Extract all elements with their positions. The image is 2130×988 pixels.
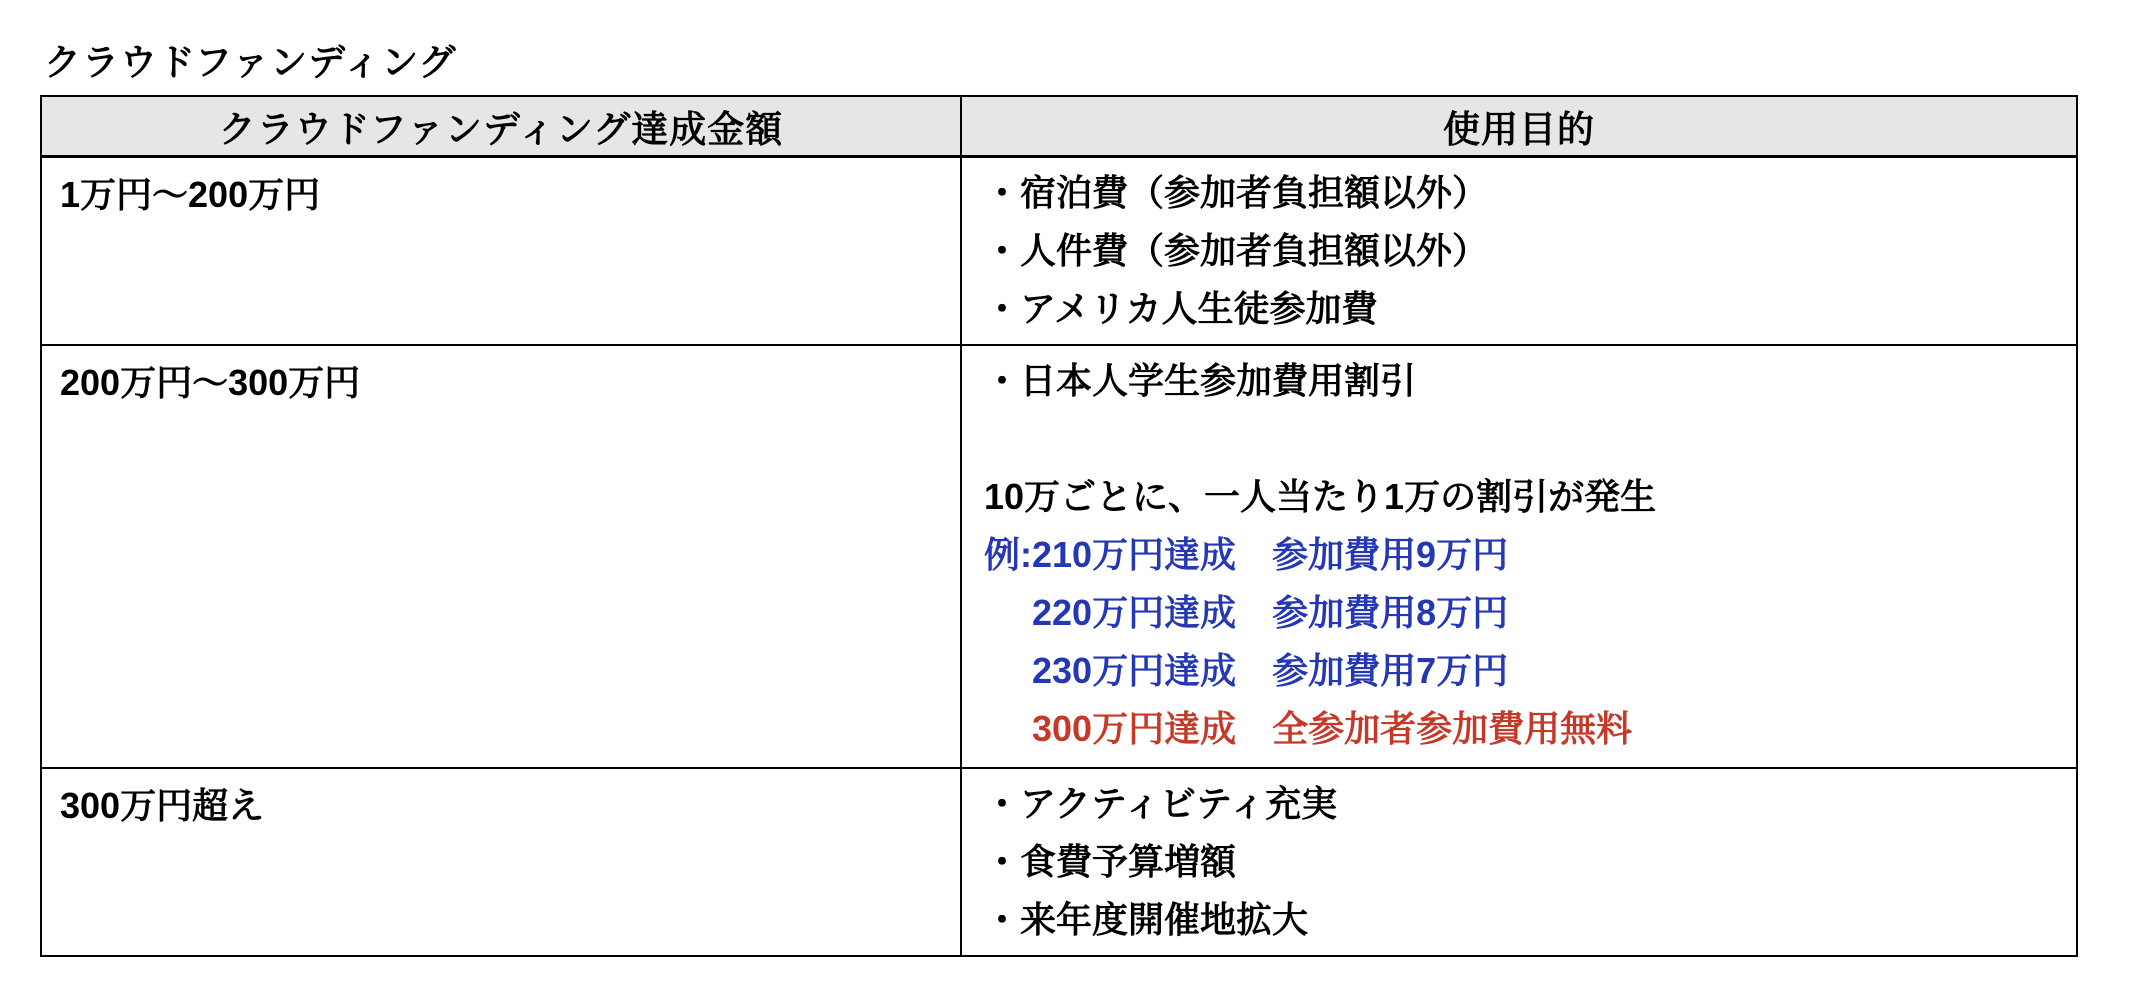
purpose-line: ・アメリカ人生徒参加費 bbox=[984, 287, 1378, 329]
purpose-line: ・人件費（参加者負担額以外） bbox=[984, 229, 1489, 271]
table-row bbox=[41, 345, 2077, 768]
page-title: クラウドファンディング bbox=[44, 42, 457, 83]
purpose-line: 300万円達成 全参加者参加費用無料 bbox=[1032, 707, 1633, 749]
amount-cell bbox=[41, 156, 961, 345]
amount-text: 200万円～300万円 bbox=[60, 361, 361, 403]
table-header bbox=[41, 96, 2077, 156]
purpose-line: ・日本人学生参加費用割引 bbox=[984, 359, 1417, 401]
purpose-line: ・アクティビティ充実 bbox=[984, 782, 1338, 824]
crowdfunding-table bbox=[40, 95, 2078, 957]
table-body bbox=[41, 156, 2077, 956]
amount-text: 300万円超え bbox=[60, 784, 265, 826]
amount-text: 1万円～200万円 bbox=[60, 173, 321, 215]
purpose-line: ・食費予算増額 bbox=[984, 840, 1237, 882]
purpose-cell bbox=[961, 156, 2077, 345]
table-row bbox=[41, 156, 2077, 345]
purpose-line: ・来年度開催地拡大 bbox=[984, 898, 1309, 940]
column-header-purpose: 使用目的 bbox=[961, 96, 2077, 156]
amount-cell bbox=[41, 768, 961, 956]
purpose-cell bbox=[961, 345, 2077, 768]
purpose-line: 220万円達成 参加費用8万円 bbox=[1032, 591, 1509, 633]
purpose-line bbox=[984, 410, 2066, 468]
purpose-line: 10万ごとに、一人当たり1万の割引が発生 bbox=[984, 475, 1657, 517]
column-header-amount: クラウドファンディング達成金額 bbox=[41, 96, 961, 156]
table-row bbox=[41, 768, 2077, 956]
amount-cell bbox=[41, 345, 961, 768]
purpose-cell bbox=[961, 768, 2077, 956]
purpose-line: ・宿泊費（参加者負担額以外） bbox=[984, 171, 1489, 213]
header-row bbox=[41, 96, 2077, 156]
purpose-line: 例:210万円達成 参加費用9万円 bbox=[984, 533, 1509, 575]
purpose-line: 230万円達成 参加費用7万円 bbox=[1032, 649, 1509, 691]
